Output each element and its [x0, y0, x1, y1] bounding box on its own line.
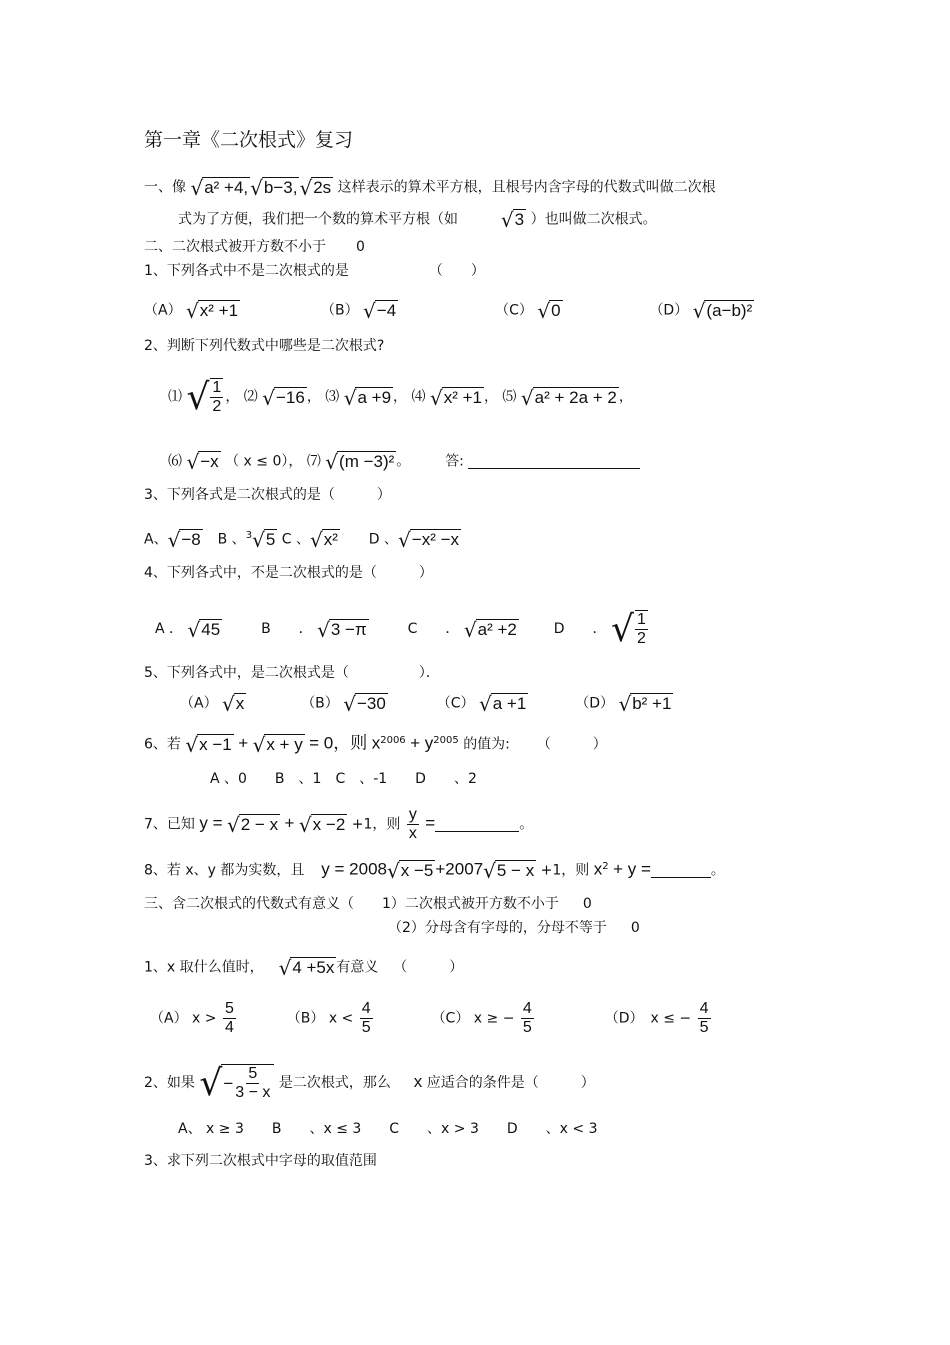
radical: √ x + y	[252, 733, 303, 758]
question-5-options: （A） √ x （B） √ −30 （C） √ a +1 （D） √ b² +1	[180, 692, 672, 716]
section-2-heading: 二、二次根式被开方数不小于 0	[144, 239, 365, 255]
answer-blank[interactable]	[468, 454, 640, 469]
radical: √ a² + 2a + 2	[520, 385, 617, 410]
radical: √ 3 −π	[317, 617, 367, 642]
radical: √ −x² −x	[398, 528, 460, 553]
radical: √ 2 − x	[226, 813, 279, 837]
question-5: 5、下列各式中，是二次根式是（ ）．	[144, 665, 440, 681]
question-3-options: A、 √ −8 B 、$^3$ √ 5 C 、 √ x² D 、 √ −x² −x	[144, 528, 460, 553]
question-2-items-2: ⑹ √ −x （ x ≤ 0）， ⑺ √ (m −3)² 。 答:	[168, 451, 640, 472]
radical: √ (m −3)²	[325, 450, 395, 474]
radical: √ 5	[252, 528, 276, 553]
page-title: 第一章《二次根式》复习	[144, 129, 354, 151]
radical: √ a +1	[478, 692, 527, 716]
radical: √ −8	[167, 528, 201, 553]
radical: √ x² +1	[429, 385, 482, 410]
radical: √ b−3,	[250, 176, 298, 200]
radical: √ 5 − x	[483, 859, 535, 884]
problem-2: 2、如果 √ − $\frac{5}{3 - x}$ 是二次根式，那么 x 应适合的条件是（ ）	[144, 1063, 595, 1104]
fraction: $\frac{y}{x}$	[408, 806, 417, 842]
question-6-options: A 、0 B 、1 C 、-1 D 、2	[210, 771, 477, 787]
answer-blank[interactable]	[651, 863, 711, 878]
radical: √ 45	[187, 617, 221, 642]
radical: √ 4 +5x	[278, 956, 335, 980]
question-6: 6、若 √ x −1 + √ x + y = 0，则 $x^{2006} + y^{2005}$ 的值为: （ ）	[144, 733, 607, 758]
radical: √ −16	[262, 385, 305, 410]
problem-3: 3、求下列二次根式中字母的取值范围	[144, 1153, 377, 1169]
answer-blank[interactable]	[435, 817, 519, 832]
radical: √ −30	[343, 692, 386, 716]
question-3: 3、下列各式是二次根式的是（ ）	[144, 487, 391, 503]
radical: √ a +9	[343, 385, 392, 410]
problem-2-options: A、 x ≥ 3 B 、x ≤ 3 C 、x > 3 D 、x < 3	[178, 1121, 598, 1137]
radical: √ x −1	[185, 733, 232, 758]
radical: √ 1 2	[610, 609, 646, 650]
section-1-definition: 一、像 √ a² +4, √ b−3, √ 2s 这样表示的算术平方根，且根号内含字母的代数式叫做二次根	[144, 176, 716, 200]
question-1: 1、下列各式中不是二次根式的是 （ ）	[144, 263, 485, 279]
radical: √ x² +1	[186, 299, 239, 323]
radical: √ a² +2	[463, 617, 517, 642]
question-7: 7、已知 y = √ 2 − x + √ x −2 +1，则 $\frac{y}{x}$ = 。	[144, 806, 534, 842]
radical: √ − $\frac{5}{3 - x}$	[199, 1064, 274, 1102]
radical: √ 1 2	[186, 377, 222, 418]
radical: √ −4	[363, 299, 397, 323]
question-1-options: （A） √ x² +1 （B） √ −4 （C） √ 0 （D） √ (a−b)²	[144, 299, 753, 323]
radical: √ x²	[309, 528, 338, 553]
question-4-options: A ． √ 45 B ． √ 3 −π C ． √ a² +2 D ． √ 1 2	[155, 610, 650, 648]
question-4: 4、下列各式中，不是二次根式的是（ ）	[144, 565, 433, 581]
radical: √ 2s	[299, 176, 332, 200]
section-1-continued: 式为了方便，我们把一个数的算术平方根（如 √ 3 ）也叫做二次根式。	[178, 208, 657, 232]
question-2-items: ⑴ √ 1 2 ， ⑵ √ −16 ， ⑶ √ a +9 ， ⑷ √ x² +1 ， ⑸ √ a² + 2a + 2 ，	[168, 377, 633, 418]
radical: √ x −2	[298, 813, 346, 837]
radical: √ 3	[500, 208, 525, 232]
question-8: 8、若 x、y 都为实数，且 y = 2008 √ x −5 +2007 √ 5 − x +1，则 $x^2 + y$ = 。	[144, 859, 725, 884]
problem-1: 1、x 取什么值时， √ 4 +5x 有意义 （ ）	[144, 956, 464, 980]
radical: √ 0	[537, 299, 561, 323]
section-3-rule-2: （2）分母含有字母的，分母不等于 0	[388, 920, 640, 936]
section-3-heading: 三、含二次根式的代数式有意义（ 1）二次根式被开方数不小于 0	[144, 896, 592, 912]
radical: √ a² +4,	[190, 176, 249, 200]
radical: √ −x	[186, 450, 219, 474]
radical: √ x	[222, 692, 245, 716]
question-2: 2、判断下列代数式中哪些是二次根式?	[144, 338, 385, 354]
radical: √ x −5	[387, 859, 434, 884]
radical: √ (a−b)²	[692, 299, 753, 323]
problem-1-options: （A） x > $\frac{5}{4}$ （B） x < $\frac{4}{5}$ （C） x ≥ − $\frac{4}{5}$ （D） x ≤ − $\frac{4}{5}$	[150, 1000, 709, 1036]
radical: √ b² +1	[618, 692, 672, 716]
